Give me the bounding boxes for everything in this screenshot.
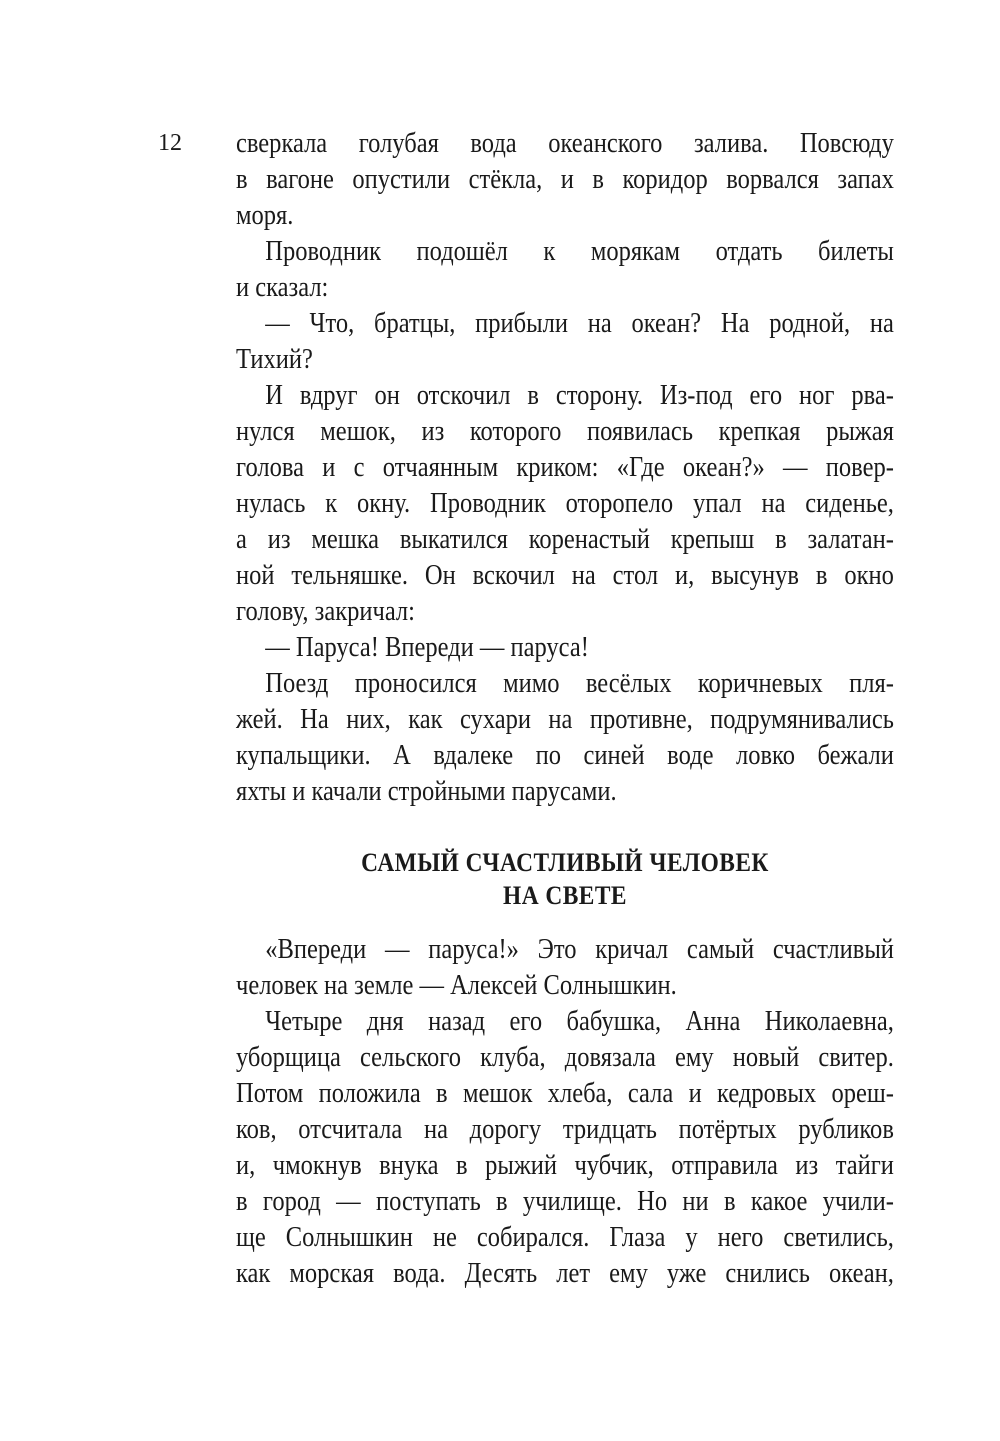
text-line: нулся мешок, из которого появилась крепкая рыжая xyxy=(236,416,894,447)
text-line: Тихий? xyxy=(236,344,313,375)
text-line: — Паруса! Впереди — паруса! xyxy=(265,632,589,663)
page-number: 12 xyxy=(158,130,182,156)
text-line: Проводник подошёл к морякам отдать билеты xyxy=(265,236,894,267)
text-line: ще Солнышкин не собирался. Глаза у него светились, xyxy=(236,1222,894,1253)
text-line: в вагоне опустили стёкла, и в коридор ворвался запах xyxy=(236,164,894,195)
text-line: уборщица сельского клуба, довязала ему новый свитер. xyxy=(236,1042,894,1073)
text-line: нулась к окну. Проводник оторопело упал на сиденье, xyxy=(236,488,894,519)
text-line: как морская вода. Десять лет ему уже снились океан, xyxy=(236,1258,894,1289)
text-line: в город — поступать в училище. Но ни в какое учили- xyxy=(236,1186,894,1217)
text-line: и сказал: xyxy=(236,272,329,303)
text-line: Потом положила в мешок хлеба, сала и кедровых ореш- xyxy=(236,1078,894,1109)
chapter-heading xyxy=(236,846,894,912)
text-block-bottom xyxy=(236,932,894,1292)
text-line: Четыре дня назад его бабушка, Анна Николаевна, xyxy=(265,1006,894,1037)
text-line: «Впереди — паруса!» Это кричал самый счастливый xyxy=(265,934,894,965)
text-line: человек на земле — Алексей Солнышкин. xyxy=(236,970,677,1001)
chapter-heading-line-1: САМЫЙ СЧАСТЛИВЫЙ ЧЕЛОВЕК xyxy=(361,848,769,877)
text-line: голова и с отчаянным криком: «Где океан?» — повер- xyxy=(236,452,894,483)
text-line: яхты и качали стройными парусами. xyxy=(236,776,617,807)
text-line: жей. На них, как сухари на противне, подрумянивались xyxy=(236,704,894,735)
text-line: и, чмокнув внука в рыжий чубчик, отправила из тайги xyxy=(236,1150,894,1181)
text-line: моря. xyxy=(236,200,294,231)
text-line: ков, отсчитала на дорогу тридцать потёртых рубликов xyxy=(236,1114,894,1145)
text-line: купальщики. А вдалеке по синей воде ловко бежали xyxy=(236,740,894,771)
text-line: сверкала голубая вода океанского залива. Повсюду xyxy=(236,128,894,159)
text-line: — Что, братцы, прибыли на океан? На родной, на xyxy=(265,308,894,339)
text-block-top xyxy=(236,126,894,810)
text-line: голову, закричал: xyxy=(236,596,415,627)
text-line: И вдруг он отскочил в сторону. Из-под его ног рва- xyxy=(265,380,894,411)
text-line: ной тельняшке. Он вскочил на стол и, высунув в окно xyxy=(236,560,894,591)
text-line: а из мешка выкатился коренастый крепыш в залатан- xyxy=(236,524,894,555)
chapter-heading-line-2: НА СВЕТЕ xyxy=(503,881,627,910)
text-line: Поезд проносился мимо весёлых коричневых пля- xyxy=(265,668,894,699)
